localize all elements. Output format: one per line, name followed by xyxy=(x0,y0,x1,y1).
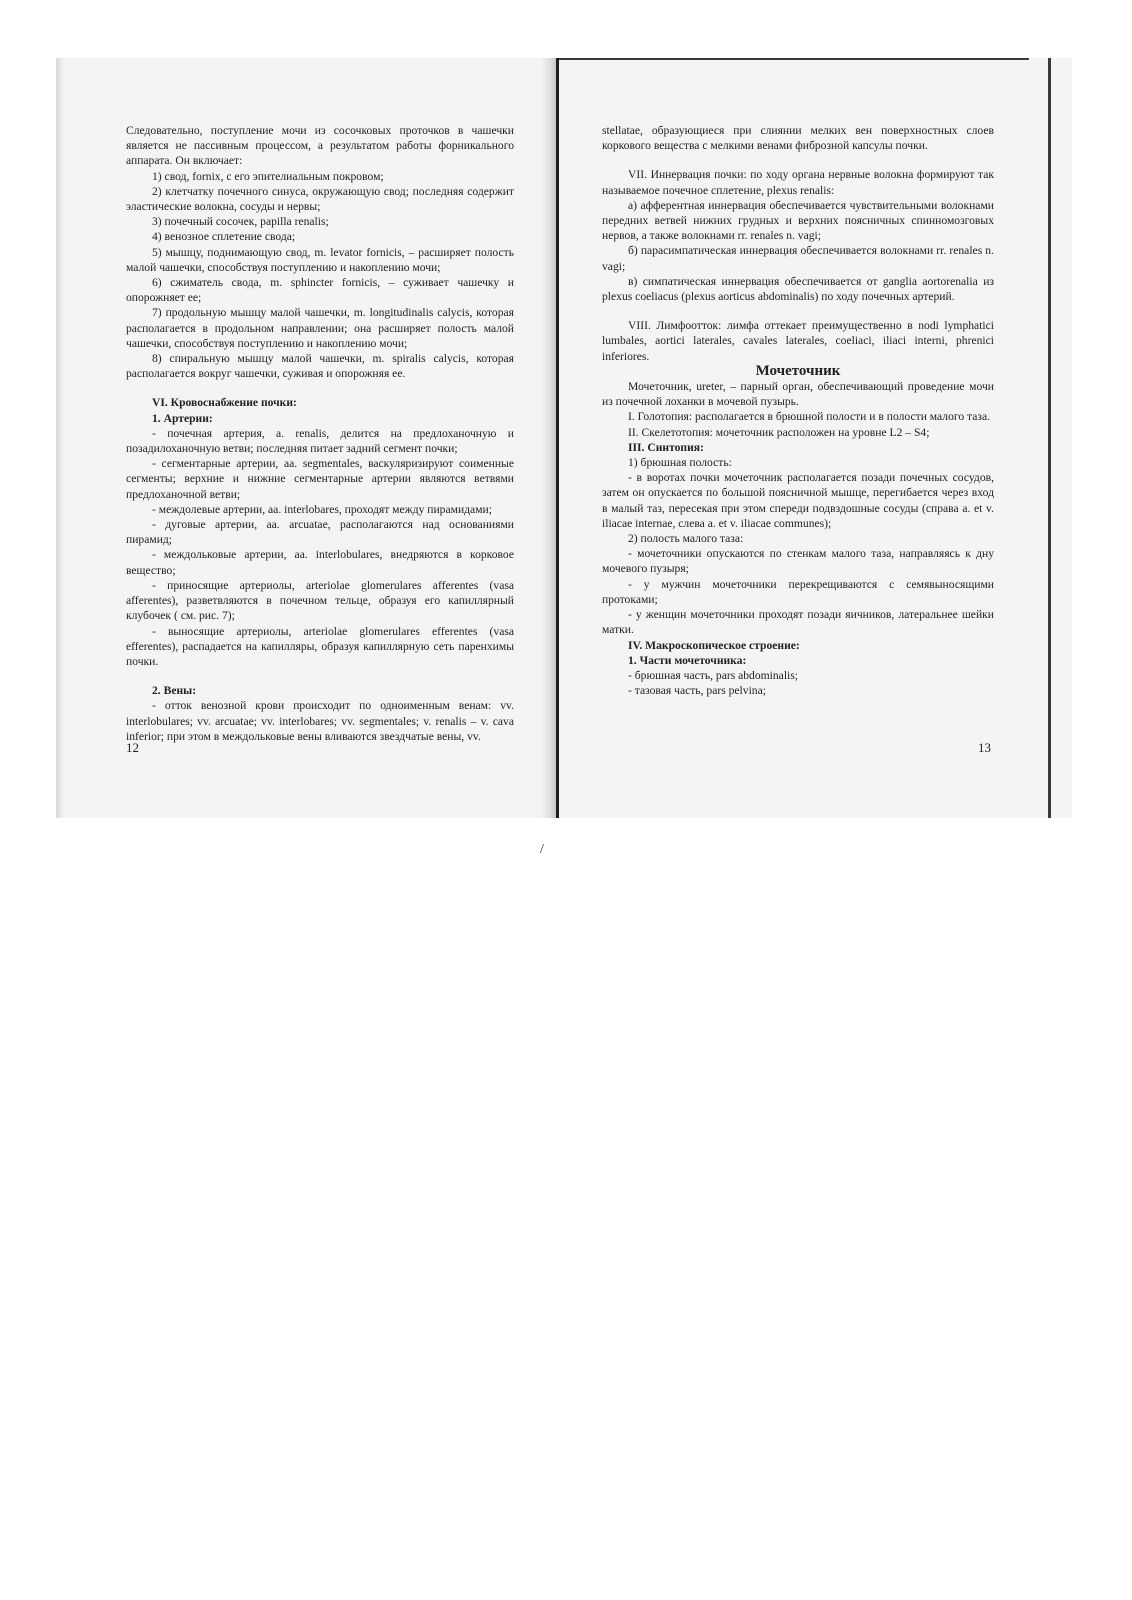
right-page-top-edge xyxy=(559,58,1029,60)
list-item: 5) мышцу, поднимающую свод, m. levator fornicis, – расширяет полость малой чашечки, способствуя поступлению и накоплению мочи; xyxy=(126,245,514,274)
subheading: IV. Макроскопическое строение: xyxy=(628,638,800,652)
list-item: - мочеточники опускаются по стенкам малого таза, направляясь к дну мочевого пузыря; xyxy=(602,547,994,576)
list-item: 7) продольную мышцу малой чашечки, m. longitudinalis calycis, которая располагается в продольном направлении; она расширяет полость малой чашечки, способствуя поступлению и накоплению мочи; xyxy=(126,306,514,350)
list-item: - брюшная часть, pars abdominalis; xyxy=(628,668,799,682)
left-edge-shadow xyxy=(56,58,64,818)
subheading: 1. Артерии: xyxy=(152,411,213,425)
chapter-title: Мочеточник xyxy=(755,362,841,379)
list-item: а) афферентная иннервация обеспечивается чувствительными волокнами передних ветвей нижних грудных и верхних поясничных спинномозговых нервов, а также волокнами rr. renales n. vagi; xyxy=(602,198,994,243)
list-item: 3) почечный сосочек, papilla renalis; xyxy=(152,215,329,229)
list-item: 1) брюшная полость: xyxy=(628,456,732,470)
paragraph: Мочеточник, ureter, – парный орган, обеспечивающий проведение мочи из почечной лоханки в мочевой пузырь. xyxy=(602,380,994,409)
list-item: - междолевые артерии, aa. interlobares, проходят между пирамидами; xyxy=(152,502,492,516)
list-item: - у женщин мочеточники проходят позади яичников, латеральнее шейки матки. xyxy=(602,608,994,637)
paragraph: stellatae, образующиеся при слиянии мелких вен поверхностных слоев коркового вещества с мелкими венами фиброзной капсулы почки. xyxy=(602,124,994,153)
section-heading: VII. Иннервация почки: по ходу органа нервные волокна формируют так называемое почечное сплетение, plexus renalis: xyxy=(602,168,994,197)
page-number-right: 13 xyxy=(978,740,991,755)
right-page xyxy=(602,123,994,698)
subheading: 1. Части мочеточника: xyxy=(628,653,747,667)
list-item: II. Скелетотопия: мочеточник расположен на уровне L2 – S4; xyxy=(628,425,930,439)
right-page-edge xyxy=(1048,58,1051,818)
list-item: - выносящие артериолы, arteriolae glomerulares efferentes (vasa efferentes), распадается на капилляры, образуя капиллярную сеть паренхимы почки. xyxy=(126,624,514,668)
subheading: III. Синтопия: xyxy=(628,440,704,454)
list-item: 2) полость малого таза: xyxy=(628,532,744,546)
list-item: - почечная артерия, a. renalis, делится на предлоханочную и позадилоханочную ветви; последняя питает задний сегмент почки; xyxy=(126,426,514,456)
list-item: - приносящие артериолы, arteriolae glomerulares afferentes (vasa afferentes), разветвляются в почечном тельце, образуя его капиллярный клубочек ( см. рис. 7); xyxy=(126,578,514,623)
spine-mark: / xyxy=(540,842,544,857)
list-item: в) симпатическая иннервация обеспечивается от ganglia aortorenalia из plexus coeliacus (plexus aorticus abdominalis) по ходу почечных артерий. xyxy=(602,274,994,304)
list-item: 8) спиральную мышцу малой чашечки, m. spiralis calycis, которая располагается вокруг чашечки, суживая и опорожняя ее. xyxy=(126,352,514,381)
list-item: - тазовая часть, pars pelvina; xyxy=(628,684,766,698)
paragraph: Следовательно, поступление мочи из сосочковых проточков в чашечки является не пассивным процессом, а результатом работы форникального аппарата. Он включает: xyxy=(126,124,514,168)
list-item: - в воротах почки мочеточник располагается позади почечных сосудов, затем он опускается по большой поясничной мышце, перегибается через вход в малый таз, пересекая при этом спереди подвздошные сосуды (справа a. et v. iliacae internae, слева a. et v. iliacae communes); xyxy=(602,471,994,530)
subheading: 2. Вены: xyxy=(152,684,197,698)
list-item: - у мужчин мочеточники перекрещиваются с семявыносящими протоками; xyxy=(602,577,994,606)
list-item: - отток венозной крови происходит по одноименным венам: vv. interlobulares; vv. arcuatae; vv. interlobares; vv. segmentales; v. renalis – v. cava inferior; при этом в междольковые вены вливаются звездчатые вены, vv. xyxy=(126,699,514,743)
list-item: 4) венозное сплетение свода; xyxy=(152,230,296,244)
page-number-left: 12 xyxy=(126,740,139,755)
section-heading: VI. Кровоснабжение почки: xyxy=(152,396,297,410)
left-page xyxy=(126,123,514,744)
list-item: 1) свод, fornix, с его эпителиальным покровом; xyxy=(152,169,384,183)
list-item: - междольковые артерии, aa. interlobulares, внедряются в корковое вещество; xyxy=(126,548,514,577)
list-item: - дуговые артерии, aa. arcuatae, располагаются над основаниями пирамид; xyxy=(126,518,514,547)
list-item: б) парасимпатическая иннервация обеспечивается волокнами rr. renales n. vagi; xyxy=(602,244,994,273)
list-item: I. Голотопия: располагается в брюшной полости и в полости малого таза. xyxy=(628,410,991,424)
section-heading: VIII. Лимфоотток: лимфа оттекает преимущественно в nodi lymphatici lumbales, aortici laterales, cavales laterales, coeliaci, iliaci interni, phrenici inferiores. xyxy=(602,319,994,363)
spine-line xyxy=(556,58,559,818)
list-item: 2) клетчатку почечного синуса, окружающую свод; последняя содержит эластические волокна, сосуды и нервы; xyxy=(126,184,514,214)
list-item: - сегментарные артерии, aa. segmentales, васкуляризируют соименные сегменты; верхние и нижние сегментарные артерии являются ветвями предлоханочной ветви; xyxy=(126,457,514,501)
list-item: 6) сжиматель свода, m. sphincter fornicis, – суживает чашечку и опорожняет ее; xyxy=(126,276,514,305)
